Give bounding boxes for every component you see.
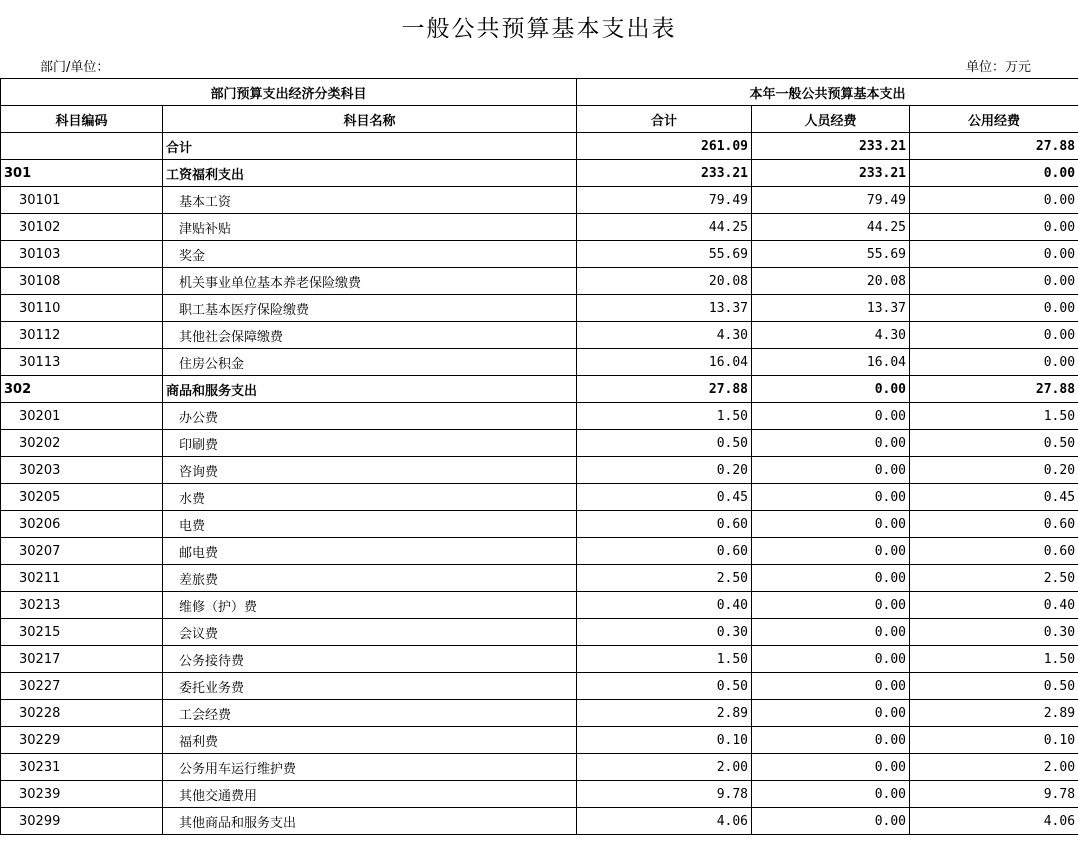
cell-personnel: 0.00: [752, 646, 910, 673]
cell-code: 30110: [1, 295, 163, 322]
cell-total: 20.08: [577, 268, 752, 295]
cell-public: 0.00: [910, 241, 1078, 268]
table-row: [1, 403, 1078, 430]
budget-table: [0, 78, 1078, 835]
table-row: [1, 754, 1078, 781]
cell-total: 2.89: [577, 700, 752, 727]
cell-name: 基本工资: [163, 187, 577, 214]
cell-code: 30215: [1, 619, 163, 646]
cell-public: 0.30: [910, 619, 1078, 646]
cell-total: 4.06: [577, 808, 752, 835]
cell-name: 其他社会保障缴费: [163, 322, 577, 349]
cell-total: 4.30: [577, 322, 752, 349]
cell-total: 0.45: [577, 484, 752, 511]
cell-total: 233.21: [577, 160, 752, 187]
cell-code: 30202: [1, 430, 163, 457]
header-column-row: [1, 106, 1078, 133]
cell-name: 会议费: [163, 619, 577, 646]
table-row: [1, 187, 1078, 214]
table-row: [1, 322, 1078, 349]
cell-total: 0.40: [577, 592, 752, 619]
cell-code: 30229: [1, 727, 163, 754]
cell-code: 30299: [1, 808, 163, 835]
cell-personnel: 13.37: [752, 295, 910, 322]
cell-public: 1.50: [910, 403, 1078, 430]
cell-name: 公务接待费: [163, 646, 577, 673]
cell-personnel: 0.00: [752, 538, 910, 565]
cell-code: 30108: [1, 268, 163, 295]
cell-public: 0.40: [910, 592, 1078, 619]
cell-code: 30217: [1, 646, 163, 673]
column-header-total: 合计: [577, 106, 752, 133]
cell-personnel: 0.00: [752, 781, 910, 808]
department-label: 部门/单位：: [40, 60, 110, 75]
cell-public: 0.00: [910, 187, 1078, 214]
column-header-name: 科目名称: [163, 106, 577, 133]
cell-total: 2.50: [577, 565, 752, 592]
cell-name: 咨询费: [163, 457, 577, 484]
table-row: [1, 619, 1078, 646]
table-row: [1, 808, 1078, 835]
cell-public: 2.50: [910, 565, 1078, 592]
cell-code: 30101: [1, 187, 163, 214]
cell-total: 55.69: [577, 241, 752, 268]
cell-name: 福利费: [163, 727, 577, 754]
cell-code: 30228: [1, 700, 163, 727]
header-group-classification: 部门预算支出经济分类科目: [1, 79, 577, 106]
cell-name: 职工基本医疗保险缴费: [163, 295, 577, 322]
cell-personnel: 55.69: [752, 241, 910, 268]
cell-total: 0.20: [577, 457, 752, 484]
cell-name: 其他商品和服务支出: [163, 808, 577, 835]
table-row: [1, 781, 1078, 808]
cell-total: 79.49: [577, 187, 752, 214]
cell-personnel: 0.00: [752, 457, 910, 484]
unit-label: 单位：万元: [965, 60, 1031, 75]
cell-personnel: 0.00: [752, 700, 910, 727]
cell-public: 0.50: [910, 430, 1078, 457]
table-row: [1, 592, 1078, 619]
cell-name: 办公费: [163, 403, 577, 430]
column-header-public: 公用经费: [910, 106, 1078, 133]
cell-code: 30239: [1, 781, 163, 808]
cell-code: 302: [1, 376, 163, 403]
cell-code: 30227: [1, 673, 163, 700]
table-row: [1, 430, 1078, 457]
cell-code: 30205: [1, 484, 163, 511]
page-title: 一般公共预算基本支出表: [401, 16, 677, 42]
cell-personnel: 0.00: [752, 403, 910, 430]
table-row: [1, 160, 1078, 187]
table-row: [1, 538, 1078, 565]
cell-total: 9.78: [577, 781, 752, 808]
table-row: [1, 673, 1078, 700]
table-row: [1, 295, 1078, 322]
cell-personnel: 0.00: [752, 511, 910, 538]
cell-public: 9.78: [910, 781, 1078, 808]
table-row: [1, 646, 1078, 673]
cell-code: 30203: [1, 457, 163, 484]
cell-personnel: 233.21: [752, 160, 910, 187]
cell-public: 0.00: [910, 295, 1078, 322]
cell-total: 0.50: [577, 673, 752, 700]
table-row: [1, 511, 1078, 538]
cell-personnel: 20.08: [752, 268, 910, 295]
cell-code: [1, 133, 163, 160]
cell-code: 301: [1, 160, 163, 187]
cell-personnel: 79.49: [752, 187, 910, 214]
table-row: [1, 727, 1078, 754]
cell-name: 奖金: [163, 241, 577, 268]
column-header-personnel: 人员经费: [752, 106, 910, 133]
table-row: [1, 376, 1078, 403]
table-row: [1, 133, 1078, 160]
cell-name: 委托业务费: [163, 673, 577, 700]
table-row: [1, 484, 1078, 511]
column-header-code: 科目编码: [1, 106, 163, 133]
table-row: [1, 700, 1078, 727]
header-group-row: [1, 79, 1078, 106]
cell-code: 30201: [1, 403, 163, 430]
cell-name: 住房公积金: [163, 349, 577, 376]
cell-code: 30102: [1, 214, 163, 241]
table-row: [1, 565, 1078, 592]
cell-name: 邮电费: [163, 538, 577, 565]
cell-total: 261.09: [577, 133, 752, 160]
cell-public: 0.00: [910, 322, 1078, 349]
cell-total: 44.25: [577, 214, 752, 241]
cell-public: 2.89: [910, 700, 1078, 727]
cell-code: 30211: [1, 565, 163, 592]
cell-personnel: 0.00: [752, 754, 910, 781]
cell-code: 30231: [1, 754, 163, 781]
cell-personnel: 233.21: [752, 133, 910, 160]
header-group-basic-expenditure: 本年一般公共预算基本支出: [577, 79, 1078, 106]
cell-public: 0.00: [910, 268, 1078, 295]
cell-public: 2.00: [910, 754, 1078, 781]
cell-public: 1.50: [910, 646, 1078, 673]
cell-public: 4.06: [910, 808, 1078, 835]
cell-public: 0.00: [910, 349, 1078, 376]
table-body: [1, 133, 1078, 835]
cell-name: 水费: [163, 484, 577, 511]
cell-personnel: 0.00: [752, 592, 910, 619]
cell-total: 0.60: [577, 511, 752, 538]
cell-name: 工会经费: [163, 700, 577, 727]
cell-name: 公务用车运行维护费: [163, 754, 577, 781]
cell-personnel: 0.00: [752, 430, 910, 457]
cell-total: 0.60: [577, 538, 752, 565]
cell-public: 0.60: [910, 538, 1078, 565]
cell-name: 合计: [163, 133, 577, 160]
cell-name: 维修（护）费: [163, 592, 577, 619]
cell-public: 0.60: [910, 511, 1078, 538]
cell-total: 0.30: [577, 619, 752, 646]
cell-total: 13.37: [577, 295, 752, 322]
cell-personnel: 16.04: [752, 349, 910, 376]
cell-personnel: 0.00: [752, 673, 910, 700]
cell-code: 30213: [1, 592, 163, 619]
cell-total: 1.50: [577, 403, 752, 430]
cell-public: 0.00: [910, 214, 1078, 241]
table-row: [1, 349, 1078, 376]
cell-public: 0.10: [910, 727, 1078, 754]
cell-total: 27.88: [577, 376, 752, 403]
cell-public: 0.00: [910, 160, 1078, 187]
table-row: [1, 214, 1078, 241]
cell-name: 工资福利支出: [163, 160, 577, 187]
cell-total: 16.04: [577, 349, 752, 376]
cell-personnel: 0.00: [752, 484, 910, 511]
cell-total: 1.50: [577, 646, 752, 673]
cell-personnel: 0.00: [752, 565, 910, 592]
cell-personnel: 0.00: [752, 619, 910, 646]
cell-name: 津贴补贴: [163, 214, 577, 241]
cell-name: 电费: [163, 511, 577, 538]
cell-public: 27.88: [910, 376, 1078, 403]
cell-name: 其他交通费用: [163, 781, 577, 808]
cell-name: 印刷费: [163, 430, 577, 457]
cell-total: 0.50: [577, 430, 752, 457]
cell-name: 商品和服务支出: [163, 376, 577, 403]
table-row: [1, 241, 1078, 268]
cell-total: 2.00: [577, 754, 752, 781]
cell-personnel: 0.00: [752, 727, 910, 754]
cell-personnel: 44.25: [752, 214, 910, 241]
cell-name: 差旅费: [163, 565, 577, 592]
cell-personnel: 0.00: [752, 376, 910, 403]
cell-public: 27.88: [910, 133, 1078, 160]
cell-public: 0.50: [910, 673, 1078, 700]
table-row: [1, 268, 1078, 295]
cell-public: 0.45: [910, 484, 1078, 511]
cell-code: 30103: [1, 241, 163, 268]
cell-personnel: 4.30: [752, 322, 910, 349]
cell-code: 30206: [1, 511, 163, 538]
cell-code: 30113: [1, 349, 163, 376]
cell-personnel: 0.00: [752, 808, 910, 835]
cell-public: 0.20: [910, 457, 1078, 484]
cell-code: 30112: [1, 322, 163, 349]
cell-total: 0.10: [577, 727, 752, 754]
cell-name: 机关事业单位基本养老保险缴费: [163, 268, 577, 295]
cell-code: 30207: [1, 538, 163, 565]
table-row: [1, 457, 1078, 484]
